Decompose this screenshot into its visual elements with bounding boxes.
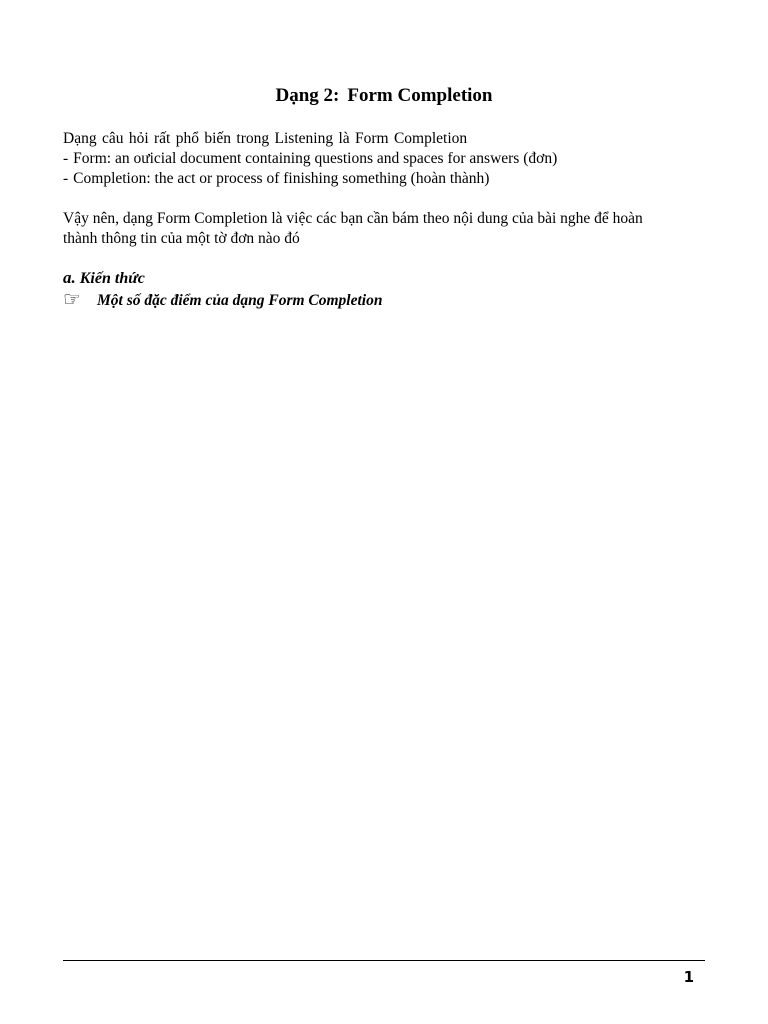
definition-text: Completion: the act or process of finishing something (hoàn thành) [73,170,490,187]
section-letter: a. [63,268,76,287]
summary-paragraph [63,209,705,249]
list-bullet: - [63,150,69,167]
intro-paragraph [63,129,705,189]
title-label: Dạng 2: [275,85,340,106]
summary-line: Vậy nên, dạng Form Completion là việc các bạn cần bám theo nội dung của bài nghe để hoàn [63,210,643,227]
list-bullet: - [63,170,69,187]
definition-item [63,149,705,169]
intro-lead: Dạng câu hỏi rất phổ biến trong Listening là Form Completion [63,130,468,147]
definition-item [63,169,705,189]
page-number: 1 [683,968,694,986]
pointing-hand-icon: ☞ [63,287,81,311]
section-heading [63,268,705,289]
page-title [0,84,768,108]
section-knowledge [63,268,705,311]
footer-divider [63,960,705,961]
title-text: Form Completion [347,85,493,106]
subheading-text: Một số đặc điểm của dạng Form Completion [97,292,383,309]
definition-text: Form: an oưicial document containing questions and spaces for answers (đơn) [73,150,558,167]
section-title: Kiến thức [79,270,145,287]
section-subheading [63,289,705,311]
summary-line: thành thông tin của một tờ đơn nào đó [63,230,300,247]
